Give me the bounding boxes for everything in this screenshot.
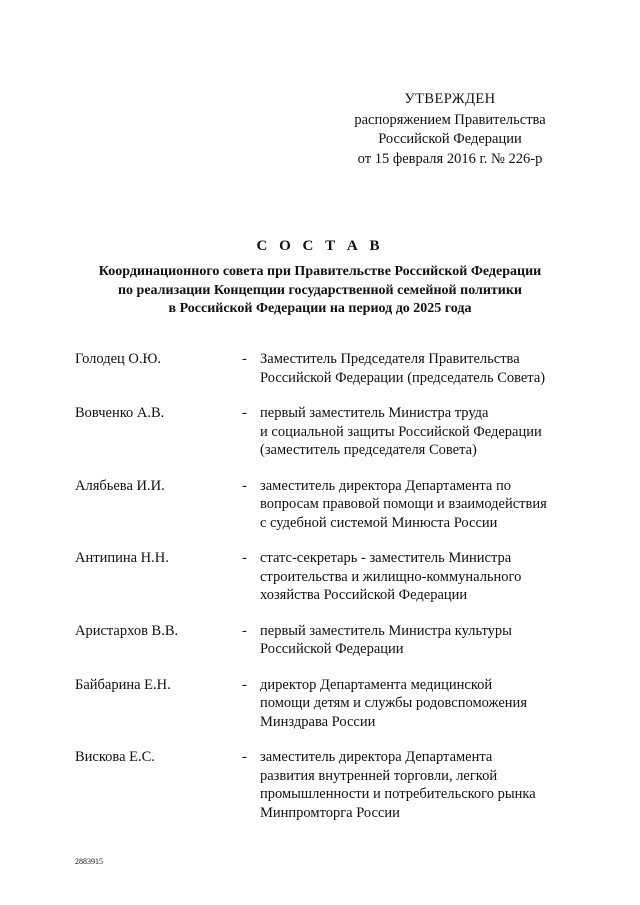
- approval-line-1: распоряжением Правительства: [354, 111, 546, 128]
- subtitle-line-3: в Российской Федерации на период до 2025 года: [168, 301, 472, 316]
- approval-block: [335, 90, 565, 169]
- member-dash: -: [242, 622, 247, 639]
- subtitle-line-1: Координационного совета при Правительстве Российской Федерации: [98, 264, 542, 279]
- document-subtitle: [40, 263, 600, 319]
- member-position-line: развития внутренней торговли, легкой: [260, 767, 498, 784]
- member-name: Голодец О.Ю.: [75, 351, 162, 367]
- member-position: [260, 404, 560, 460]
- member-row: [75, 549, 595, 605]
- member-position-line: помощи детям и службы родовспоможения: [260, 695, 527, 711]
- member-row: [75, 748, 595, 822]
- member-dash: -: [242, 749, 247, 765]
- members-list: [75, 350, 595, 839]
- member-position: [260, 350, 560, 387]
- member-dash: -: [242, 550, 247, 566]
- member-position-line: Минпромторга России: [260, 804, 400, 821]
- member-position-line: Минздрава России: [260, 713, 376, 730]
- member-dash: -: [242, 676, 247, 693]
- member-name: Алябьева И.И.: [75, 477, 165, 494]
- member-position-line: статс-секретарь - заместитель Министра: [260, 550, 512, 566]
- member-position-line: заместитель директора Департамента по: [260, 477, 511, 494]
- document-title: С О С Т А В: [256, 238, 384, 254]
- member-position-line: (заместитель председателя Совета): [260, 442, 477, 458]
- member-name: Байбарина Е.Н.: [75, 676, 171, 693]
- member-position: [260, 676, 560, 732]
- member-position-line: Российской Федерации: [260, 641, 404, 657]
- member-name: Вовченко А.В.: [75, 405, 165, 421]
- approval-line-2: Российской Федерации: [378, 131, 522, 147]
- member-row: [75, 622, 595, 659]
- member-row: [75, 404, 595, 460]
- approval-line-3: от 15 февраля 2016 г. № 226-р: [357, 150, 543, 167]
- member-position-line: хозяйства Российской Федерации: [260, 587, 468, 603]
- member-position: [260, 477, 560, 533]
- member-name: Антипина Н.Н.: [75, 550, 169, 566]
- member-row: [75, 350, 595, 387]
- member-position-line: и социальной защиты Российской Федерации: [260, 423, 542, 440]
- member-dash: -: [242, 351, 247, 367]
- subtitle-line-2: по реализации Концепции государственной семейной политики: [117, 282, 523, 298]
- member-row: [75, 477, 595, 533]
- member-name: Аристархов В.В.: [75, 622, 179, 639]
- member-position: [260, 748, 560, 822]
- member-position-line: Заместитель Председателя Правительства: [260, 351, 520, 367]
- member-position-line: первый заместитель Министра труда: [260, 405, 489, 421]
- member-dash: -: [242, 477, 247, 494]
- member-position-line: строительства и жилищно-коммунального: [260, 568, 522, 585]
- member-position: [260, 622, 560, 659]
- document-code: 2883915: [75, 857, 103, 866]
- member-row: [75, 676, 595, 732]
- member-position-line: заместитель директора Департамента: [260, 749, 493, 765]
- member-position-line: вопросам правовой помощи и взаимодействия: [260, 496, 547, 512]
- member-position: [260, 549, 560, 605]
- member-position-line: с судебной системой Минюста России: [260, 514, 498, 531]
- member-position-line: промышленности и потребительского рынка: [260, 786, 536, 802]
- member-name: Вискова Е.С.: [75, 749, 155, 765]
- member-position-line: Российской Федерации (председатель Совета): [260, 369, 546, 386]
- member-position-line: директор Департамента медицинской: [260, 676, 493, 693]
- member-dash: -: [242, 405, 247, 421]
- member-position-line: первый заместитель Министра культуры: [260, 622, 512, 639]
- approval-heading: УТВЕРЖДЕН: [404, 91, 496, 107]
